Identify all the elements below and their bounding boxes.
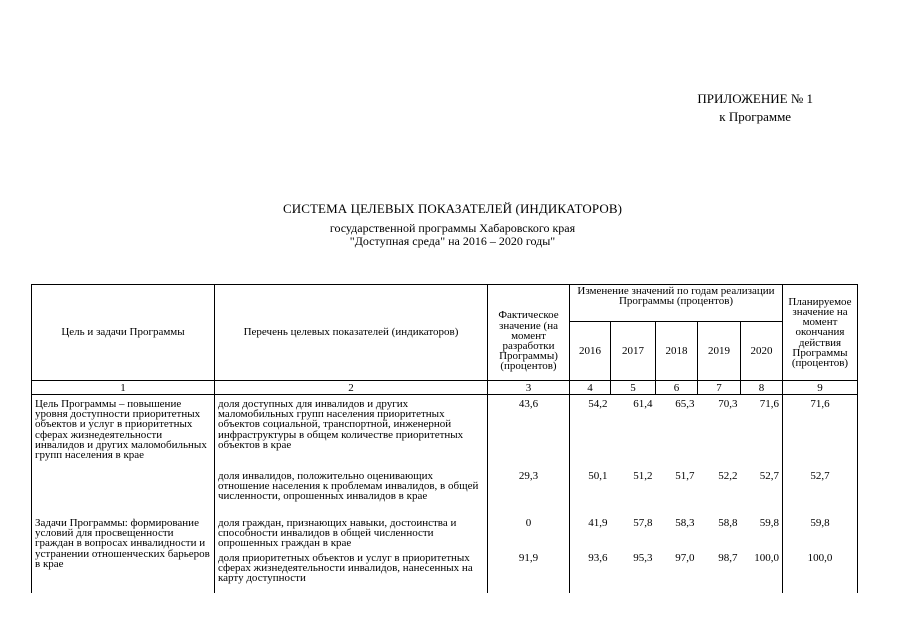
actual-value-cell: 91,9: [488, 553, 570, 593]
header-goal: Цель и задачи Программы: [32, 285, 215, 381]
indicator-cell: доля граждан, признающих навыки, достоинства и способности инвалидов в общей численности опрошенных граждан в крае: [215, 511, 488, 553]
year-value-cell: 58,3: [675, 517, 695, 529]
document-subtitle-program: государственной программы Хабаровского края: [329, 221, 576, 235]
year-value-cell: 41,9: [588, 517, 608, 529]
column-number: 1: [32, 381, 215, 395]
header-yearly-changes: Изменение значений по годам реализации Программы (процентов): [570, 285, 783, 322]
header-planned-value: Планируемое значение на момент окончания действия Программы (процентов): [783, 285, 858, 381]
year-value-cell: 58,8: [718, 517, 738, 529]
planned-value-cell: 59,8: [783, 511, 858, 553]
actual-value-cell: 0: [488, 511, 570, 553]
column-number: 8: [741, 381, 783, 395]
header-indicators: Перечень целевых показателей (индикаторов): [215, 285, 488, 381]
planned-value-cell: 100,0: [783, 553, 858, 593]
column-number-row: [32, 381, 858, 395]
indicator-cell: доля доступных для инвалидов и других маломобильных групп населения приоритетных объектов социальной, транспортной, инженерной инфраструктуры в общем количестве приоритетных объектов в крае: [215, 395, 488, 472]
header-year-2019: 2019: [698, 322, 741, 381]
column-number: 4: [570, 381, 611, 395]
planned-value-cell: 52,7: [783, 471, 858, 511]
year-value-cell: 71,6: [741, 395, 783, 472]
year-value-cell: 50,1: [588, 470, 608, 482]
table-row: [32, 395, 858, 472]
column-number: 2: [215, 381, 488, 395]
year-value-cell: 98,7: [718, 552, 738, 564]
year-value-cell: 70,3: [718, 398, 738, 410]
year-value-cell: 51,7: [675, 470, 695, 482]
goal-cell: Цель Программы – повышение уровня доступности приоритетных объектов и услуг в приоритетных сферах жизнедеятельности инвалидов и других маломобильных групп населения в крае: [32, 395, 215, 512]
document-title-block: [0, 201, 905, 247]
year-value-cell: 93,6: [588, 552, 608, 564]
column-number: 5: [611, 381, 656, 395]
column-number: 7: [698, 381, 741, 395]
appendix-header: [697, 90, 813, 126]
year-value-cell: 95,3: [633, 552, 653, 564]
actual-value-cell: 43,6: [488, 395, 570, 472]
indicator-cell: доля инвалидов, положительно оценивающих отношение населения к проблемам инвалидов, в общей численности, опрошенных инвалидов в крае: [215, 471, 488, 511]
header-year-2020: 2020: [741, 322, 783, 381]
year-value-cell: 100,0: [741, 553, 783, 593]
year-value-cell: 54,2: [588, 398, 608, 410]
header-year-2016: 2016: [570, 322, 611, 381]
document-title: СИСТЕМА ЦЕЛЕВЫХ ПОКАЗАТЕЛЕЙ (ИНДИКАТОРОВ): [282, 201, 623, 216]
planned-value-cell: 71,6: [783, 395, 858, 472]
document-subtitle-name: "Доступная среда" на 2016 – 2020 годы": [349, 233, 556, 248]
table-row: [32, 511, 858, 553]
header-year-2018: 2018: [656, 322, 698, 381]
year-value-cell: 52,7: [741, 471, 783, 511]
year-value-cell: 65,3: [675, 398, 695, 410]
header-year-2017: 2017: [611, 322, 656, 381]
year-value-cell: 61,4: [633, 398, 653, 410]
header-actual-value: Фактическое значение (на момент разработки Программы) (процентов): [488, 285, 570, 381]
year-value-cell: 52,2: [718, 470, 738, 482]
appendix-label: ПРИЛОЖЕНИЕ № 1: [697, 91, 813, 106]
column-number: 9: [783, 381, 858, 395]
year-value-cell: 51,2: [633, 470, 653, 482]
appendix-reference: к Программе: [719, 109, 792, 124]
year-value-cell: 57,8: [633, 517, 653, 529]
task-cell: Задачи Программы: формирование условий для просвещенности граждан в вопросах инвалидности и устранении отношенческих барьеров в крае: [32, 511, 215, 593]
indicators-table: [31, 284, 858, 593]
column-number: 6: [656, 381, 698, 395]
year-value-cell: 97,0: [675, 552, 695, 564]
column-number: 3: [488, 381, 570, 395]
actual-value-cell: 29,3: [488, 471, 570, 511]
indicator-cell: доля приоритетных объектов и услуг в приоритетных сферах жизнедеятельности инвалидов, нанесенных на карту доступности: [215, 553, 488, 593]
year-value-cell: 59,8: [741, 511, 783, 553]
